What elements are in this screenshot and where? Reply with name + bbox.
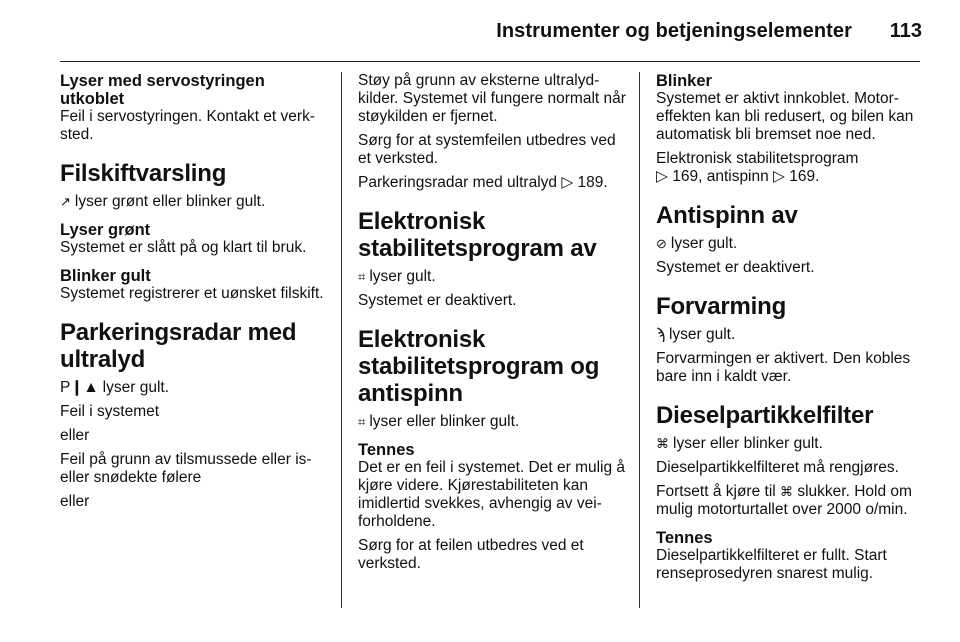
traction-control-off-icon: ⊘ <box>656 236 667 251</box>
section-title-parkeringsradar: Parkeringsradar med ultralyd <box>60 319 297 373</box>
column-divider-1 <box>341 72 342 608</box>
paragraph: ⌘ lyser eller blinker gult. <box>656 435 823 452</box>
paragraph: Systemet er deaktivert. <box>358 292 517 309</box>
particle-filter-icon: ⌘ <box>780 484 794 499</box>
paragraph: Det er en feil i systemet. Det er mulig å kjøre videre. Kjørestabiliteten kan imidlertid svekkes, avhengig av veiforholdene. <box>358 459 626 530</box>
paragraph: Feil i systemet <box>60 403 160 420</box>
paragraph: ϡ lyser gult. <box>656 326 736 343</box>
paragraph: Systemet er aktivt innkoblet. Motoreffekten kan bli redusert, og bilen kan automatisk bli bremset noe ned. <box>656 90 914 143</box>
section-heading: Blinker <box>656 72 712 90</box>
paragraph: Systemet registrerer et uønsket filskift. <box>60 285 324 302</box>
paragraph: Systemet er deaktivert. <box>656 259 815 276</box>
esp-icon: ⌗ <box>358 414 366 429</box>
paragraph: Forvarmingen er aktivert. Den kobles bare inn i kaldt vær. <box>656 350 911 385</box>
column-3 <box>656 72 926 589</box>
parking-sensor-icon: P❙▲ <box>60 379 99 396</box>
paragraph: Feil på grunn av tilsmussede eller is- eller snødekte følere <box>60 451 312 486</box>
paragraph: eller <box>60 427 90 444</box>
paragraph: Parkeringsradar med ultralyd ▷ 189. <box>358 174 608 191</box>
paragraph: Fortsett å kjøre til ⌘ slukker. Hold om mulig motorturtallet over 2000 o/min. <box>656 483 912 518</box>
page-header-title: Instrumenter og betjeningselementer <box>496 20 852 42</box>
paragraph: eller <box>60 493 90 510</box>
paragraph: Elektronisk stabilitetsprogram ▷ 169, antispinn ▷ 169. <box>656 150 859 185</box>
page-number: 113 <box>889 20 922 42</box>
paragraph: Systemet er slått på og klart til bruk. <box>60 239 307 256</box>
column-divider-2 <box>639 72 640 608</box>
section-title-esp-off: Elektronisk stabilitetsprogram av <box>358 208 597 262</box>
particle-filter-icon: ⌘ <box>656 436 669 451</box>
paragraph: Dieselpartikkelfilteret må rengjøres. <box>656 459 899 476</box>
page-reference-link[interactable]: ▷ 169, antispinn ▷ 169. <box>656 168 820 185</box>
paragraph: Dieselpartikkelfilteret er fullt. Start renseprosedyren snarest mulig. <box>656 547 887 582</box>
section-heading: Tennes <box>358 441 415 459</box>
section-title-antispinn-av: Antispinn av <box>656 202 798 229</box>
paragraph: ⌗ lyser gult. <box>358 268 436 285</box>
paragraph: Feil i servostyringen. Kontakt et verksted. <box>60 108 315 143</box>
section-heading: Lyser grønt <box>60 221 151 239</box>
paragraph: ⊘ lyser gult. <box>656 235 738 252</box>
section-heading: Lyser med servostyringen utkoblet <box>60 72 265 108</box>
column-2 <box>358 72 626 579</box>
section-heading: Tennes <box>656 529 713 547</box>
esp-off-icon: ⌗ <box>358 269 366 284</box>
paragraph: Støy på grunn av eksterne ultralydkilder. Systemet vil fungere normalt når støykilden er fjernet. <box>358 72 626 125</box>
paragraph: P❙▲ lyser gult. <box>60 379 170 396</box>
paragraph: ↗ lyser grønt eller blinker gult. <box>60 193 266 210</box>
paragraph: Sørg for at feilen utbedres ved et verksted. <box>358 537 584 572</box>
paragraph: ⌗ lyser eller blinker gult. <box>358 413 520 430</box>
section-title-dieselpartikkelfilter: Dieselpartikkelfilter <box>656 402 874 429</box>
section-title-filskiftvarsling: Filskiftvarsling <box>60 160 227 187</box>
header-divider <box>60 61 920 62</box>
gear-shift-indicator-icon: ↗ <box>60 194 71 209</box>
page-reference-link[interactable]: ▷ 189. <box>561 174 608 191</box>
section-title-esp-antispinn: Elektronisk stabilitetsprogram og antispinn <box>358 326 600 407</box>
paragraph: Sørg for at systemfeilen utbedres ved et verksted. <box>358 132 616 167</box>
section-title-forvarming: Forvarming <box>656 293 787 320</box>
section-heading: Blinker gult <box>60 267 151 285</box>
glow-plug-icon: ϡ <box>656 326 665 343</box>
column-1 <box>60 72 330 517</box>
